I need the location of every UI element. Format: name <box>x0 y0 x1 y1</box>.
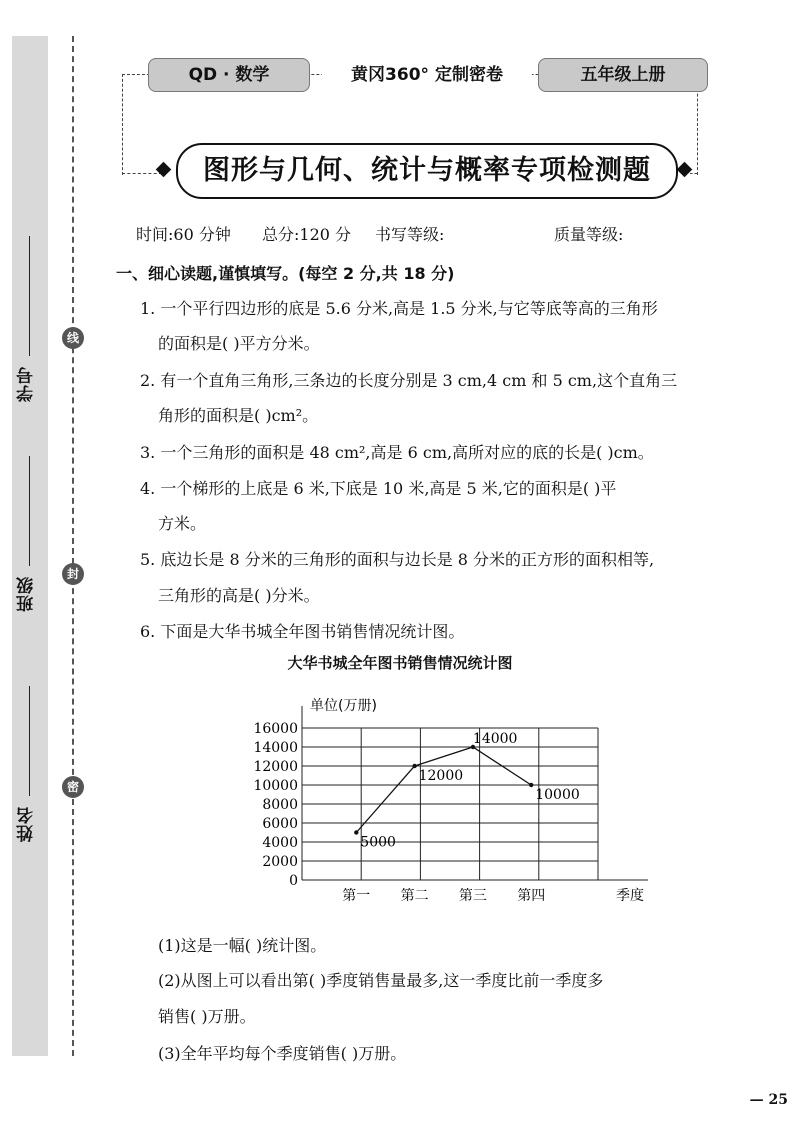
writing-grade: 书写等级: <box>375 225 445 244</box>
brand-label: 黄冈360° 定制密卷 <box>322 60 532 90</box>
x-tick-label: 第二 <box>400 888 429 904</box>
data-label: 14000 <box>472 731 518 747</box>
chart-title: 大华书城全年图书销售情况统计图 <box>287 654 513 672</box>
x-tick-label: 第四 <box>517 888 546 904</box>
data-point <box>412 764 416 768</box>
field-line <box>29 456 30 566</box>
score-info: 总分:120 分 <box>262 225 352 244</box>
data-label: 10000 <box>535 787 580 803</box>
quality-grade: 质量等级: <box>554 225 624 244</box>
line-chart <box>230 690 670 910</box>
y-tick-label: 10000 <box>253 778 298 794</box>
sub-question-3: (3)全年平均每个季度销售( )万册。 <box>158 1044 407 1063</box>
binding-strip <box>12 36 48 1056</box>
seal-seal: 封 <box>62 563 84 585</box>
data-label: 12000 <box>418 768 464 784</box>
question-2-cont: 角形的面积是( )cm²。 <box>158 406 319 425</box>
question-4: 4. 一个梯形的上底是 6 米,下底是 10 米,高是 5 米,它的面积是( )平 <box>140 479 617 498</box>
subject-pill: QD · 数学 <box>148 58 310 92</box>
x-tick-label: 第三 <box>458 888 487 904</box>
y-tick-label: 6000 <box>262 816 298 832</box>
x-tick-label: 第一 <box>342 888 371 904</box>
y-tick-label: 4000 <box>262 835 298 851</box>
seal-line: 线 <box>62 327 84 349</box>
sub-question-1: (1)这是一幅( )统计图。 <box>158 936 327 955</box>
page-title: 图形与几何、统计与概率专项检测题 <box>176 143 678 199</box>
question-4-cont: 方米。 <box>158 514 207 533</box>
question-3: 3. 一个三角形的面积是 48 cm²,高是 6 cm,高所对应的底的长是( )cm。 <box>140 443 654 462</box>
series-line <box>356 747 531 833</box>
question-2: 2. 有一个直角三角形,三条边的长度分别是 3 cm,4 cm 和 5 cm,这个直角三 <box>140 371 678 390</box>
y-tick-label: 2000 <box>262 854 298 870</box>
y-tick-label: 12000 <box>253 759 298 775</box>
sub-question-2: (2)从图上可以看出第( )季度销售量最多,这一季度比前一季度多 <box>158 971 604 990</box>
y-axis-label: 单位(万册) <box>310 698 377 714</box>
question-6: 6. 下面是大华书城全年图书销售情况统计图。 <box>140 622 465 641</box>
grade-pill: 五年级上册 <box>538 58 708 92</box>
y-tick-label: 8000 <box>262 797 298 813</box>
field-name: 姓名 <box>17 806 37 842</box>
field-line <box>29 686 30 796</box>
page-number: — 25 <box>749 1092 788 1108</box>
section-heading: 一、细心读题,谨慎填写。(每空 2 分,共 18 分) <box>116 264 455 283</box>
field-line <box>29 236 30 356</box>
field-class: 班级 <box>17 576 37 612</box>
y-tick-label: 14000 <box>253 740 298 756</box>
data-point <box>529 783 533 787</box>
question-1: 1. 一个平行四边形的底是 5.6 分米,高是 1.5 分米,与它等底等高的三角形 <box>140 299 658 318</box>
question-5: 5. 底边长是 8 分米的三角形的面积与边长是 8 分米的正方形的面积相等, <box>140 550 655 569</box>
question-5-cont: 三角形的高是( )分米。 <box>158 586 320 605</box>
time-info: 时间:60 分钟 <box>136 225 231 244</box>
seal-secret: 密 <box>62 776 84 798</box>
field-student-id: 学号 <box>17 366 37 402</box>
header-frame-edge <box>122 173 162 174</box>
data-point <box>354 830 358 834</box>
cut-line <box>72 36 74 1056</box>
x-axis-label: 季度 <box>616 888 644 904</box>
sub-question-2-cont: 销售( )万册。 <box>158 1007 256 1026</box>
header-frame-edge <box>690 173 697 174</box>
question-1-cont: 的面积是( )平方分米。 <box>158 334 320 353</box>
y-tick-label: 0 <box>289 873 298 889</box>
data-label: 5000 <box>360 834 396 851</box>
y-tick-label: 16000 <box>253 721 298 737</box>
